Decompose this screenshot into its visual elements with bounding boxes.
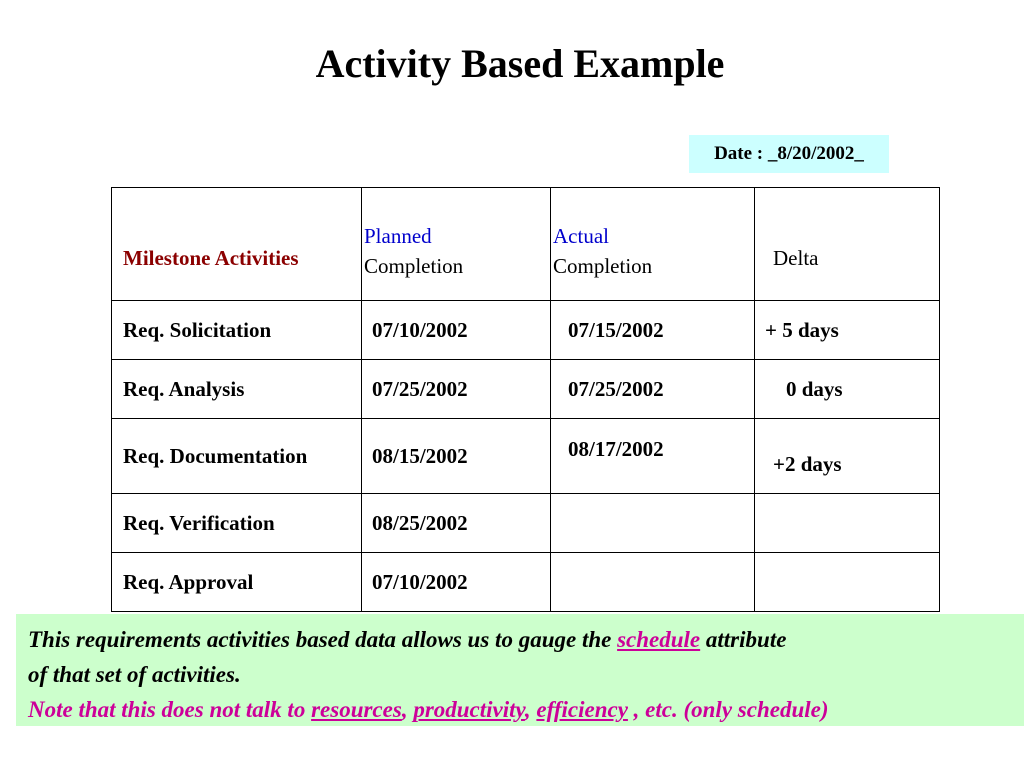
header-actual-completion-label: Completion — [553, 254, 653, 278]
actual-cell — [551, 553, 755, 612]
note-box — [16, 614, 1024, 726]
activity-cell: Req. Solicitation — [112, 301, 362, 360]
header-planned-label: Planned — [364, 224, 432, 248]
resources-link[interactable]: resources — [311, 697, 402, 722]
delta-cell — [755, 494, 940, 553]
actual-cell: 07/15/2002 — [551, 301, 755, 360]
planned-cell: 07/10/2002 — [362, 301, 551, 360]
header-planned-completion-label: Completion — [364, 254, 464, 278]
table-row — [112, 553, 940, 612]
table-row — [112, 301, 940, 360]
activity-cell: Req. Documentation — [112, 419, 362, 494]
productivity-link[interactable]: productivity — [413, 697, 525, 722]
header-actual-completion — [551, 188, 755, 301]
comma-separator: , — [401, 697, 414, 722]
planned-cell: 08/15/2002 — [362, 419, 551, 494]
milestone-table — [111, 187, 940, 612]
activity-cell: Req. Approval — [112, 553, 362, 612]
note-line-2: of that set of activities. — [28, 662, 241, 687]
header-actual-label: Actual — [553, 224, 609, 248]
schedule-link[interactable]: schedule — [617, 627, 701, 652]
table-row — [112, 419, 940, 494]
note-line-3-end: , etc. (only schedule) — [627, 697, 829, 722]
note-line-3-text: Note that this does not talk to — [28, 697, 312, 722]
header-delta: Delta — [755, 188, 940, 301]
delta-cell — [755, 553, 940, 612]
delta-cell: + 5 days — [755, 301, 940, 360]
note-line-1 — [28, 622, 1024, 657]
note-line-1-text: This requirements activities based data allows us to gauge the — [28, 627, 618, 652]
actual-cell: 07/25/2002 — [551, 360, 755, 419]
table-row — [112, 360, 940, 419]
activity-cell: Req. Analysis — [112, 360, 362, 419]
note-line-3 — [28, 692, 1024, 727]
planned-cell: 08/25/2002 — [362, 494, 551, 553]
date-box: Date : _8/20/2002_ — [689, 135, 889, 173]
table-row — [112, 494, 940, 553]
note-line-1-end: attribute — [700, 627, 787, 652]
delta-cell: +2 days — [755, 419, 940, 494]
planned-cell: 07/25/2002 — [362, 360, 551, 419]
planned-cell: 07/10/2002 — [362, 553, 551, 612]
efficiency-link[interactable]: efficiency — [536, 697, 628, 722]
actual-cell: 08/17/2002 — [551, 419, 755, 494]
comma-separator: , — [524, 697, 537, 722]
activity-cell: Req. Verification — [112, 494, 362, 553]
delta-cell: 0 days — [755, 360, 940, 419]
actual-cell — [551, 494, 755, 553]
page-title: Activity Based Example — [315, 41, 725, 86]
table-header-row — [112, 188, 940, 301]
header-milestone-activities: Milestone Activities — [112, 188, 362, 301]
header-planned-completion — [362, 188, 551, 301]
